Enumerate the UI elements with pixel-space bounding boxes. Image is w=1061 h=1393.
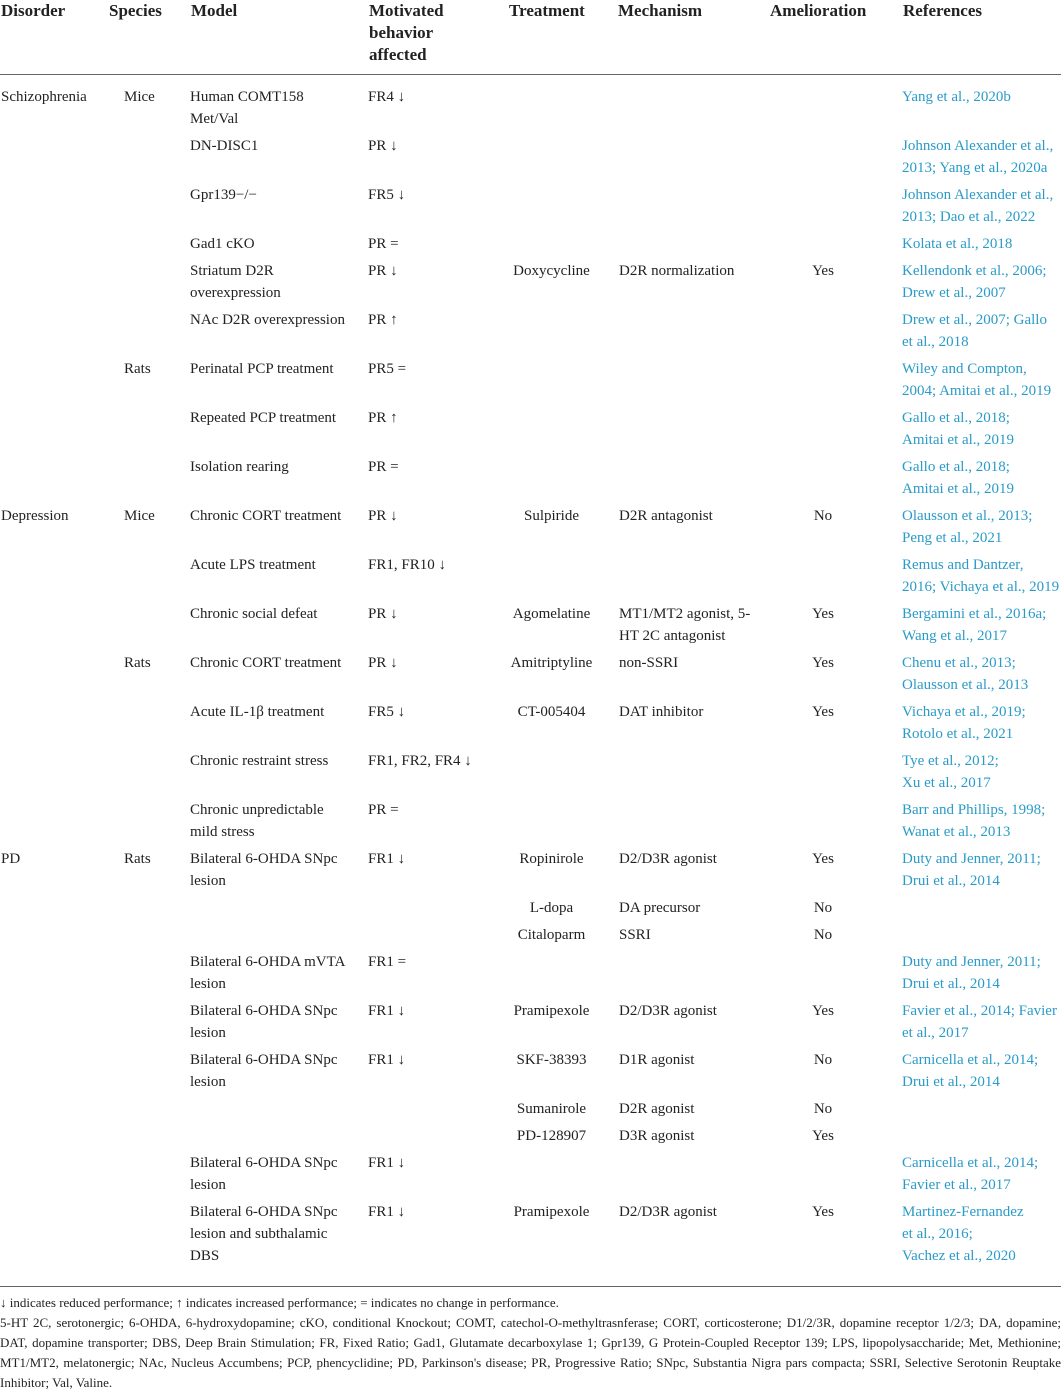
reference-link[interactable]: Tye et al., 2012; [902,753,999,769]
reference-link[interactable]: Olausson et al., 2013; [902,508,1033,524]
cell-disorder [0,750,124,799]
cell-references [902,603,1061,652]
cell-species: Rats [124,655,151,671]
cell-treatment: Agomelatine [512,606,591,622]
cell-model: Repeated PCP treatment [190,410,337,426]
cell-treatment: Citaloparm [517,927,586,943]
cell-species [124,1152,190,1201]
cell-references [902,554,1061,603]
cell-references [902,897,1061,924]
reference-link[interactable]: Johnson Alexander et al., [902,138,1054,154]
cell-treatment: Pramipexole [513,1003,590,1019]
cell-model: Gad1 cKO [190,236,255,252]
reference-link[interactable]: Vachez et al., 2020 [902,1248,1016,1264]
cell-mechanism [617,750,768,799]
cell-motivated: PR ↓ [368,508,398,524]
cell-species [124,184,190,233]
cell-amelioration: Yes [812,1003,834,1019]
table-row [0,1152,1061,1201]
reference-link[interactable]: Carnicella et al., 2014; [902,1155,1039,1171]
cell-disorder [0,407,124,456]
cell-amelioration [768,407,902,456]
cell-disorder [0,554,124,603]
cell-references [902,1098,1061,1125]
cell-references [902,1152,1061,1201]
cell-references [902,701,1061,750]
header-species: Species [109,1,162,20]
reference-link[interactable]: Favier et al., 2014; Favier [902,1003,1057,1019]
reference-link[interactable]: Duty and Jenner, 2011; [902,954,1041,970]
cell-model: Isolation rearing [190,459,289,475]
table-row [0,848,1061,897]
cell-motivated: FR1 ↓ [368,1155,406,1171]
cell-model: Acute LPS treatment [190,557,316,573]
cell-motivated: PR ↓ [368,138,398,154]
table-row [0,456,1061,505]
table-row [0,1049,1061,1098]
cell-references [902,951,1061,1000]
table-row [0,135,1061,184]
cell-disorder [0,924,124,951]
cell-references [902,1125,1061,1152]
cell-model: Striatum D2R overexpression [190,263,281,301]
cell-species [124,309,190,358]
table-row [0,799,1061,848]
table-row [0,750,1061,799]
table-row [0,603,1061,652]
reference-link[interactable]: Gallo et al., 2018; [902,410,1010,426]
cell-motivated: PR = [368,802,399,818]
cell-model: Bilateral 6-OHDA SNpc lesion [190,1155,338,1193]
cell-mechanism: D2/D3R agonist [619,1003,717,1019]
cell-amelioration: Yes [812,851,834,867]
cell-amelioration [768,135,902,184]
cell-disorder: PD [1,851,21,867]
cell-references [902,135,1061,184]
reference-link[interactable]: Drui et al., 2014 [902,873,1000,889]
cell-mechanism [617,309,768,358]
cell-model: Gpr139−/− [190,187,257,203]
reference-link[interactable]: Vichaya et al., 2019; [902,704,1026,720]
reference-link[interactable]: Wiley and Compton, [902,361,1027,377]
cell-references [902,309,1061,358]
table-row [0,407,1061,456]
reference-link[interactable]: Favier et al., 2017 [902,1177,1011,1193]
cell-mechanism [617,554,768,603]
cell-mechanism: DA precursor [619,900,701,916]
cell-motivated: FR1, FR10 ↓ [368,557,446,573]
cell-disorder [0,358,124,407]
cell-mechanism [617,358,768,407]
cell-model [190,897,368,924]
cell-amelioration: No [813,1052,833,1068]
header-amelioration: Amelioration [770,1,867,20]
reference-link[interactable]: et al., 2017 [902,1025,969,1041]
cell-motivated: PR = [368,459,399,475]
cell-references [902,1049,1061,1098]
cell-amelioration: Yes [812,606,834,622]
cell-species [124,1000,190,1049]
cell-references [902,456,1061,505]
cell-model: Bilateral 6-OHDA SNpc lesion and subthalamic DBS [190,1204,338,1264]
cell-mechanism: D1R agonist [619,1052,695,1068]
reference-link[interactable]: Chenu et al., 2013; [902,655,1016,671]
cell-motivated: PR ↓ [368,263,398,279]
cell-species: Rats [124,851,151,867]
cell-motivated: PR ↓ [368,655,398,671]
cell-model: Chronic unpredictable mild stress [190,802,324,840]
cell-species [124,701,190,750]
cell-disorder [0,260,124,309]
cell-model [190,1125,368,1152]
cell-motivated: FR4 ↓ [368,89,406,105]
cell-motivated: PR5 = [368,361,407,377]
cell-treatment [508,750,617,799]
cell-references [902,505,1061,554]
reference-link[interactable]: et al., 2018 [902,334,969,350]
cell-disorder [0,135,124,184]
reference-link[interactable]: 2013; Yang et al., 2020a [902,160,1048,176]
cell-motivated: FR1, FR2, FR4 ↓ [368,753,472,769]
reference-link[interactable]: Yang et al., 2020b [902,89,1011,105]
cell-disorder [0,1201,124,1269]
cell-treatment: SKF-38393 [516,1052,587,1068]
header-motivated-line3: affected [369,45,427,64]
cell-motivated: FR5 ↓ [368,187,406,203]
cell-mechanism: MT1/MT2 agonist, 5-HT 2C antagonist [619,606,751,644]
cell-amelioration: No [813,508,833,524]
cell-mechanism: DAT inhibitor [619,704,704,720]
header-motivated-line2: behavior [369,23,434,42]
cell-amelioration: Yes [812,1128,834,1144]
cell-species [124,135,190,184]
cell-model [190,1098,368,1125]
table-row [0,309,1061,358]
cell-mechanism [617,233,768,260]
cell-treatment [508,233,617,260]
cell-amelioration [768,358,902,407]
cell-mechanism [617,1152,768,1201]
table-row [0,86,1061,135]
table-row [0,184,1061,233]
cell-mechanism [617,951,768,1000]
cell-model: Chronic CORT treatment [190,508,342,524]
cell-model: Human COMT158 Met/Val [190,89,304,127]
cell-model: Perinatal PCP treatment [190,361,334,377]
cell-motivated: FR1 ↓ [368,1052,406,1068]
cell-motivated: FR1 ↓ [368,1204,406,1220]
cell-species [124,1201,190,1269]
cell-disorder [0,897,124,924]
cell-disorder [0,1125,124,1152]
cell-mechanism [617,135,768,184]
table-row [0,233,1061,260]
reference-link[interactable]: Amitai et al., 2019 [902,481,1015,497]
table-bottom-rule [0,1286,1061,1287]
reference-link[interactable]: Johnson Alexander et al., [902,187,1054,203]
cell-disorder [0,701,124,750]
cell-disorder [0,1049,124,1098]
cell-motivated: PR ↑ [368,410,398,426]
cell-treatment: Ropinirole [519,851,584,867]
cell-disorder [0,951,124,1000]
cell-species: Mice [124,89,155,105]
table-row [0,1098,1061,1125]
cell-amelioration: Yes [812,704,834,720]
header-mechanism: Mechanism [618,1,703,20]
reference-link[interactable]: 2013; Dao et al., 2022 [902,209,1036,225]
table-row [0,260,1061,309]
cell-references [902,848,1061,897]
table-row [0,358,1061,407]
cell-disorder [0,1152,124,1201]
cell-amelioration [768,233,902,260]
table-row [0,554,1061,603]
cell-treatment [508,135,617,184]
cell-species [124,1125,190,1152]
cell-mechanism: non-SSRI [619,655,679,671]
table-row [0,1000,1061,1049]
cell-mechanism: D2/D3R agonist [619,851,717,867]
reference-link[interactable]: Drui et al., 2014 [902,1074,1000,1090]
reference-link[interactable]: Drew et al., 2007 [902,285,1006,301]
cell-treatment: Sulpiride [524,508,579,524]
cell-amelioration: Yes [812,1204,834,1220]
cell-treatment [508,309,617,358]
cell-treatment: Pramipexole [513,1204,590,1220]
reference-link[interactable]: Duty and Jenner, 2011; [902,851,1041,867]
cell-mechanism [617,184,768,233]
reference-link[interactable]: Kolata et al., 2018 [902,236,1013,252]
cell-model: Chronic restraint stress [190,753,329,769]
cell-amelioration: No [813,900,833,916]
cell-species [124,260,190,309]
header-treatment: Treatment [509,1,585,20]
reference-link[interactable]: 2004; Amitai et al., 2019 [902,383,1052,399]
cell-treatment [508,86,617,135]
cell-references [902,260,1061,309]
cell-treatment [508,184,617,233]
cell-amelioration [768,309,902,358]
cell-mechanism [617,456,768,505]
cell-treatment [508,358,617,407]
cell-references [902,652,1061,701]
reference-link[interactable]: Xu et al., 2017 [902,775,991,791]
cell-mechanism: D2R normalization [619,263,735,279]
reference-link[interactable]: et al., 2016; [902,1226,973,1242]
cell-model: Acute IL-1β treatment [190,704,325,720]
header-references: References [903,1,982,20]
cell-amelioration [768,456,902,505]
cell-species [124,456,190,505]
cell-model: Bilateral 6-OHDA mVTA lesion [190,954,345,992]
cell-amelioration [768,86,902,135]
table-row [0,652,1061,701]
reference-link[interactable]: Gallo et al., 2018; [902,459,1010,475]
cell-amelioration [768,1152,902,1201]
cell-disorder [0,603,124,652]
cell-mechanism: D3R agonist [619,1128,695,1144]
footnote-legend: ↓ indicates reduced performance; ↑ indicates increased performance; = indicates no change in performance. [0,1295,559,1310]
cell-mechanism: D2R antagonist [619,508,713,524]
cell-model: NAc D2R overexpression [190,312,345,328]
cell-species [124,554,190,603]
cell-references [902,799,1061,848]
cell-amelioration [768,750,902,799]
reference-link[interactable]: Remus and Dantzer, [902,557,1024,573]
cell-motivated: PR ↑ [368,312,398,328]
reference-link[interactable]: Peng et al., 2021 [902,530,1003,546]
cell-treatment: L-dopa [529,900,574,916]
cell-references [902,1000,1061,1049]
cell-amelioration [768,184,902,233]
reference-link[interactable]: 2016; Vichaya et al., 2019 [902,579,1060,595]
cell-treatment: Amitriptyline [510,655,593,671]
cell-mechanism: SSRI [619,927,651,943]
cell-treatment [508,799,617,848]
cell-disorder [0,1098,124,1125]
header-motivated-line1: Motivated [369,1,444,20]
cell-mechanism [617,407,768,456]
cell-model: Chronic CORT treatment [190,655,342,671]
cell-species [124,1098,190,1125]
cell-treatment [508,951,617,1000]
reference-link[interactable]: Wang et al., 2017 [902,628,1008,644]
cell-motivated [368,897,508,924]
cell-mechanism: D2/D3R agonist [619,1204,717,1220]
reference-link[interactable]: Barr and Phillips, 1998; [902,802,1046,818]
cell-motivated: FR1 ↓ [368,851,406,867]
cell-amelioration [768,799,902,848]
cell-references [902,233,1061,260]
cell-references [902,1201,1061,1269]
cell-amelioration: Yes [812,263,834,279]
table-row [0,897,1061,924]
footnote-abbreviations: 5-HT 2C, serotonergic; 6-OHDA, 6-hydroxydopamine; cKO, conditional Knockout; COMT, catechol-O-methyltrasnferase; CORT, corticosterone; D1/2/3R, dopamine receptor 1/2/3; DA, dopamine; DAT, dopamine transporter; DBS, Deep Brain Stimulation; FR, Fixed Ratio; Gad1, Glutamate decarboxylase 1; Gpr139, G Protein-Coupled Receptor 139; LPS, lipopolysaccharide; Met, Methionine; MT1/MT2, melatonergic; NAc, Nucleus Accumbens; PCP, phencyclidine; PD, Parkinson's disease; PR, Progressive Ratio; SNpc, Substantia Nigra pars compacta; SSRI, Selective Serotonin Reuptake Inhibitor; Val, Valine. [0,1315,1061,1390]
cell-amelioration: No [813,1101,833,1117]
cell-amelioration: Yes [812,655,834,671]
table-row [0,701,1061,750]
cell-disorder [0,309,124,358]
cell-motivated: PR = [368,236,399,252]
cell-treatment [508,554,617,603]
reference-link[interactable]: Wanat et al., 2013 [902,824,1011,840]
cell-motivated [368,1125,508,1152]
cell-motivated: FR5 ↓ [368,704,406,720]
cell-disorder [0,799,124,848]
cell-mechanism [617,799,768,848]
cell-disorder [0,652,124,701]
cell-disorder [0,1000,124,1049]
cell-references [902,407,1061,456]
cell-species [124,799,190,848]
cell-species [124,1049,190,1098]
cell-motivated [368,1098,508,1125]
reference-link[interactable]: Olausson et al., 2013 [902,677,1029,693]
cell-references [902,86,1061,135]
cell-model: Bilateral 6-OHDA SNpc lesion [190,1003,338,1041]
table-footnotes [0,1293,1061,1393]
cell-treatment [508,1152,617,1201]
cell-references [902,924,1061,951]
cell-treatment: CT-005404 [517,704,586,720]
header-model: Model [191,1,238,20]
reference-link[interactable]: Rotolo et al., 2021 [902,726,1014,742]
cell-treatment [508,407,617,456]
table-row [0,1201,1061,1269]
cell-species [124,407,190,456]
data-table [0,86,1061,1269]
cell-mechanism: D2R agonist [619,1101,695,1117]
cell-references [902,184,1061,233]
cell-treatment: PD-128907 [516,1128,587,1144]
cell-mechanism [617,86,768,135]
cell-amelioration: No [813,927,833,943]
reference-link[interactable]: Carnicella et al., 2014; [902,1052,1039,1068]
table-row [0,1125,1061,1152]
cell-motivated: FR1 = [368,954,407,970]
table-header [0,0,1061,75]
reference-link[interactable]: Bergamini et al., 2016a; [902,606,1047,622]
cell-species: Mice [124,508,155,524]
cell-references [902,750,1061,799]
cell-model: DN-DISC1 [190,138,259,154]
cell-disorder [0,184,124,233]
cell-disorder [0,233,124,260]
reference-link[interactable]: Martinez-Fernandez [902,1204,1024,1220]
cell-disorder: Depression [1,508,69,524]
cell-species [124,603,190,652]
cell-model [190,924,368,951]
cell-amelioration [768,554,902,603]
cell-species: Rats [124,361,151,377]
table-row [0,505,1061,554]
cell-model: Bilateral 6-OHDA SNpc lesion [190,851,338,889]
reference-link[interactable]: Amitai et al., 2019 [902,432,1015,448]
cell-motivated: PR ↓ [368,606,398,622]
reference-link[interactable]: Drew et al., 2007; Gallo [902,312,1047,328]
cell-motivated: FR1 ↓ [368,1003,406,1019]
cell-references [902,358,1061,407]
reference-link[interactable]: Kellendonk et al., 2006; [902,263,1047,279]
cell-treatment: Doxycycline [513,263,590,279]
cell-species [124,897,190,924]
cell-species [124,924,190,951]
cell-species [124,951,190,1000]
cell-species [124,750,190,799]
cell-model: Chronic social defeat [190,606,318,622]
cell-model: Bilateral 6-OHDA SNpc lesion [190,1052,338,1090]
reference-link[interactable]: Drui et al., 2014 [902,976,1000,992]
cell-motivated [368,924,508,951]
cell-disorder: Schizophrenia [1,89,87,105]
cell-treatment [508,456,617,505]
cell-species [124,233,190,260]
table-row [0,924,1061,951]
header-disorder: Disorder [1,1,66,20]
table-row [0,951,1061,1000]
cell-disorder [0,456,124,505]
cell-treatment: Sumanirole [516,1101,587,1117]
cell-amelioration [768,951,902,1000]
